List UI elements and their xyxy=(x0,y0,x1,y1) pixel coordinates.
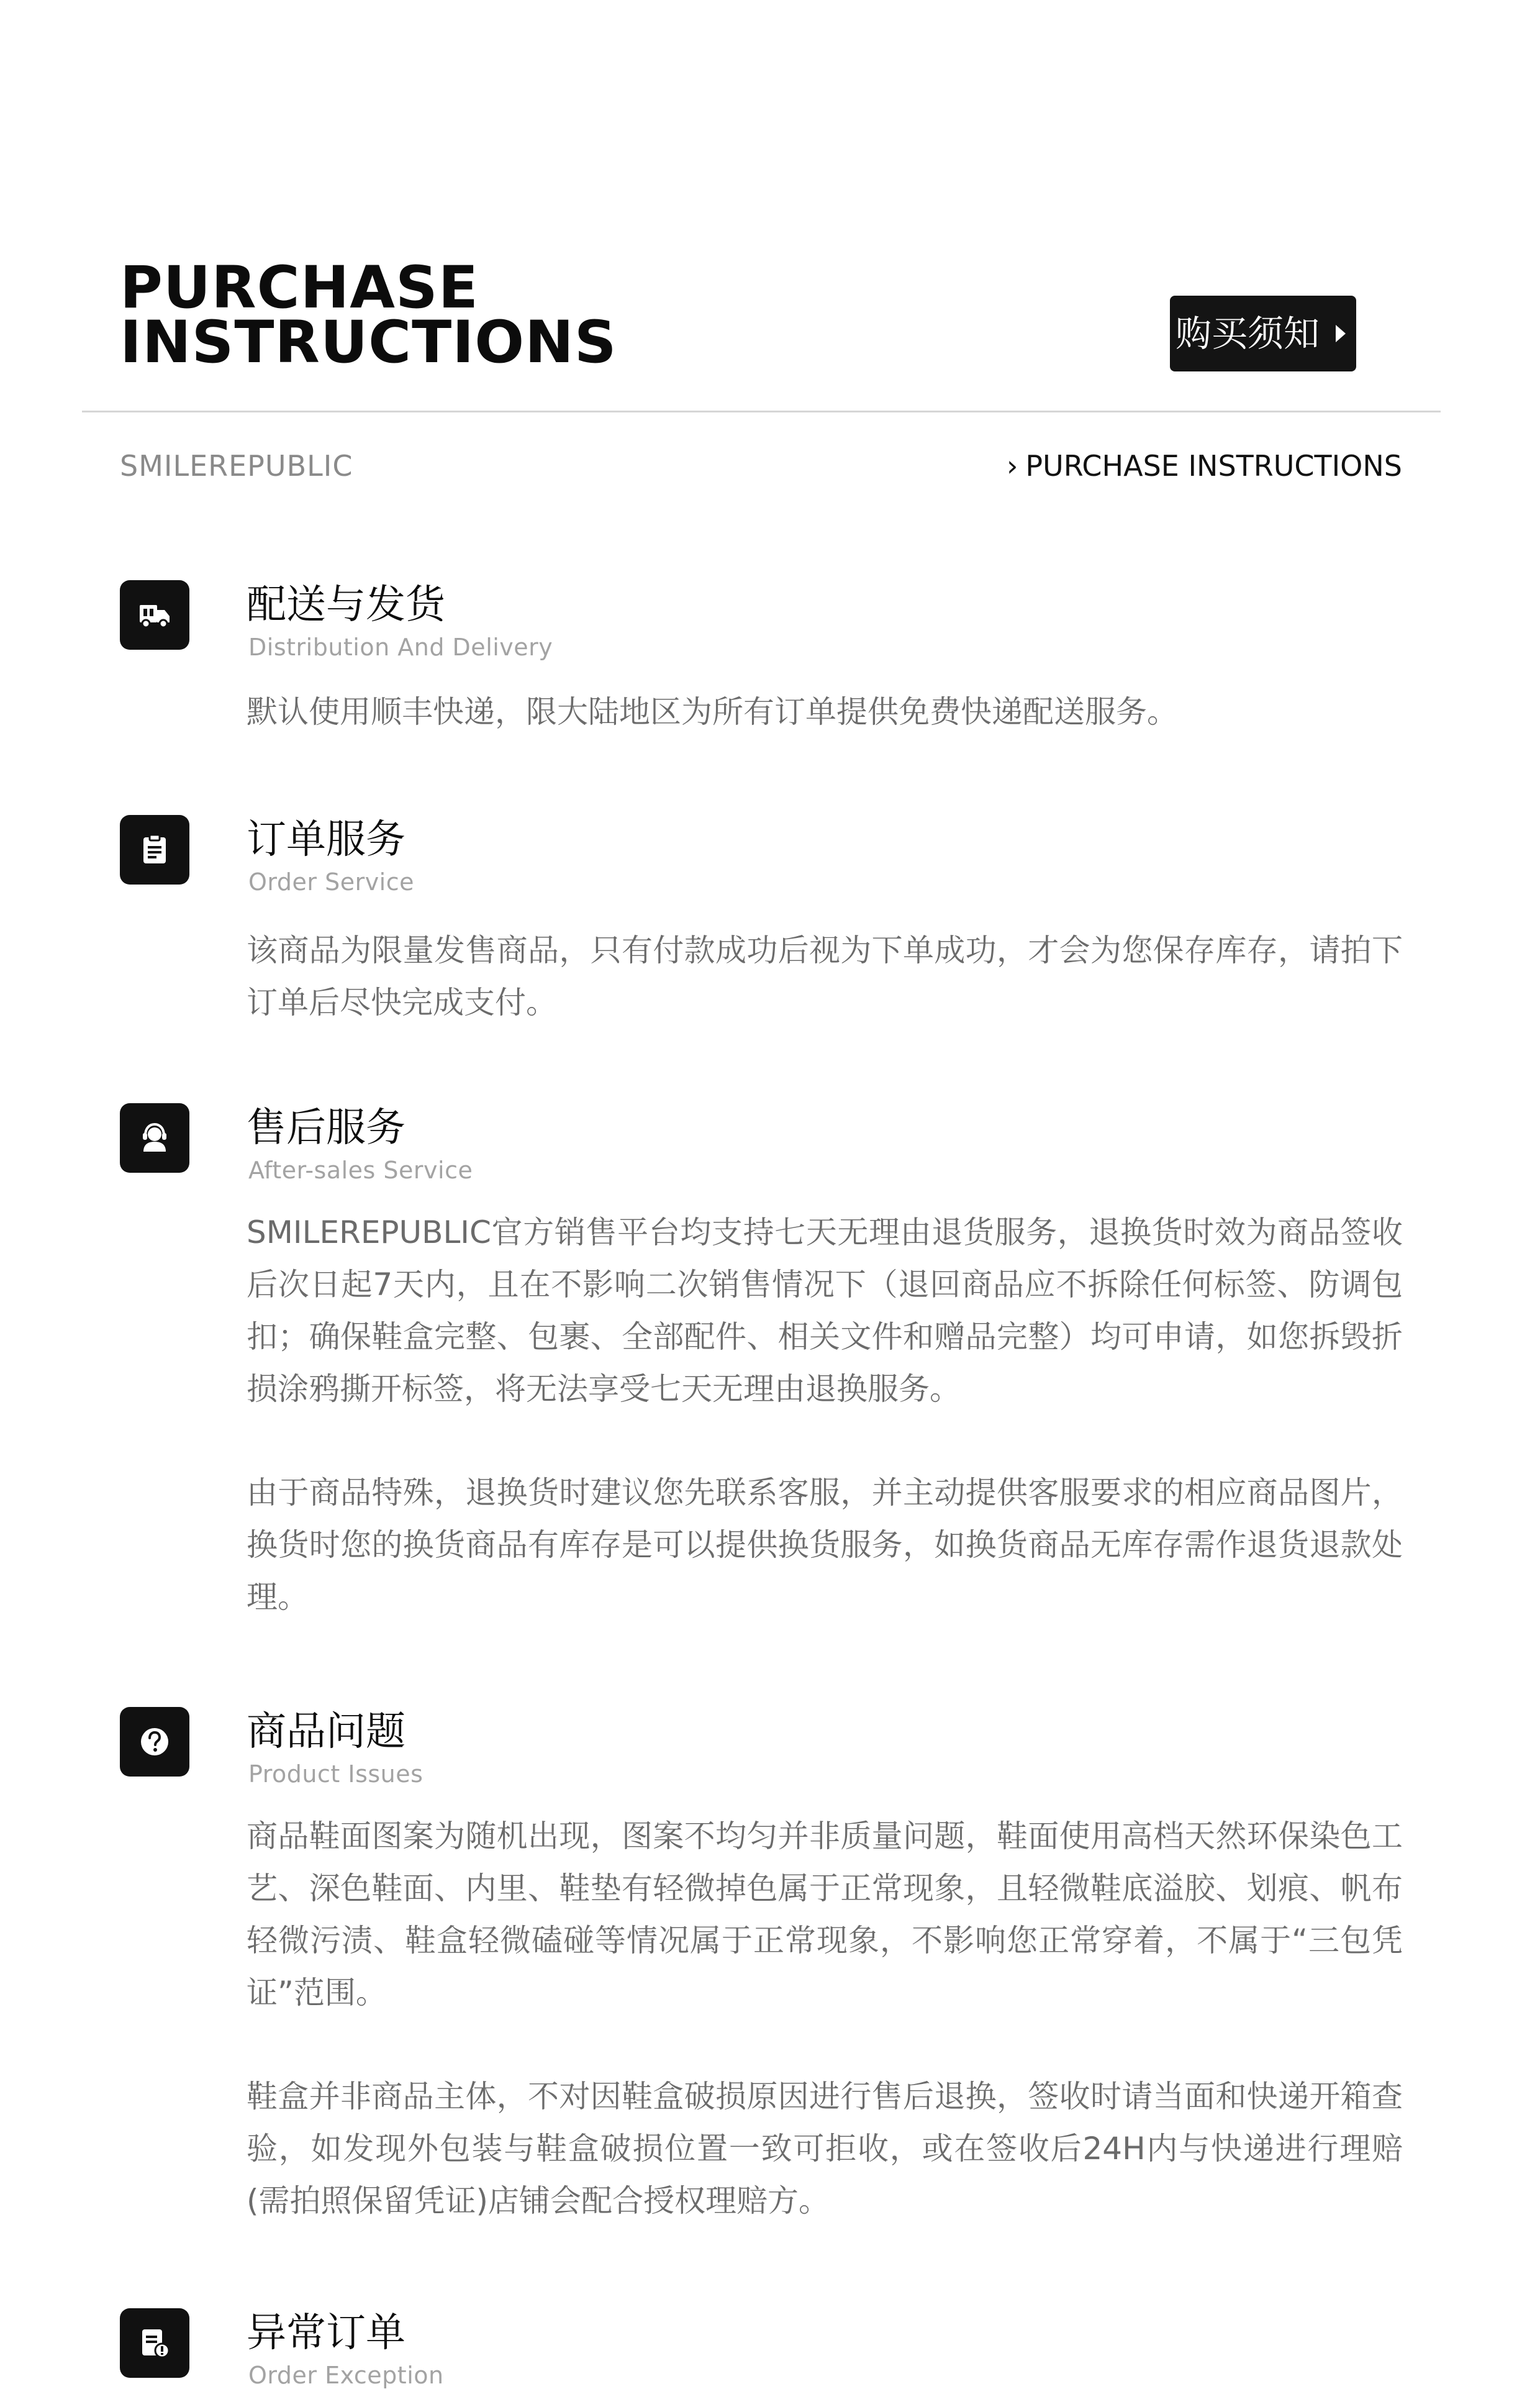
section-body xyxy=(247,924,1403,1080)
question-icon xyxy=(120,1707,189,1777)
section-paragraph: 由于商品特殊，退换货时建议您先联系客服，并主动提供客服要求的相应商品图片，换货时您的换货商品有库存是可以提供换货服务，如换货商品无库存需作退货退款处理。 xyxy=(247,1475,1403,1615)
brand-name: SMILEREPUBLIC xyxy=(120,449,353,483)
section-title: 订单服务 xyxy=(247,817,405,863)
section-subtitle: Product Issues xyxy=(248,1760,424,1788)
header-divider xyxy=(82,411,1441,412)
section-title: 售后服务 xyxy=(247,1105,405,1151)
customer-service-icon xyxy=(120,1103,189,1173)
section-paragraph: 该商品为限量发售商品，只有付款成功后视为下单成功，才会为您保存库存，请拍下订单后尽快完成支付。 xyxy=(247,932,1403,1021)
section-subtitle: Order Service xyxy=(248,868,415,896)
section-paragraph: 鞋盒并非商品主体，不对因鞋盒破损原因进行售后退换，签收时请当面和快递开箱查验，如发现外包装与鞋盒破损位置一致可拒收，或在签收后24H内与快递进行理赔(需拍照保留凭证)店铺会配合授权理赔方。 xyxy=(247,2078,1403,2219)
section-paragraph: 商品鞋面图案为随机出现，图案不均匀并非质量问题，鞋面使用高档天然环保染色工艺、深色鞋面、内里、鞋垫有轻微掉色属于正常现象，且轻微鞋底溢胶、划痕、帆布轻微污渍、鞋盒轻微磕碰等情况属于正常现象，不影响您正常穿着，不属于“三包凭证”范围。 xyxy=(247,1818,1403,2011)
badge-label: 购买须知 xyxy=(1175,312,1320,355)
section-body xyxy=(247,1206,1403,1675)
section-title: 配送与发货 xyxy=(247,582,445,628)
order-exception-icon xyxy=(120,2308,189,2378)
clipboard-icon xyxy=(120,815,189,885)
page-title xyxy=(120,254,617,376)
section-title: 商品问题 xyxy=(247,1709,405,1755)
chevron-right-icon: › xyxy=(1006,449,1018,483)
purchase-notice-badge[interactable] xyxy=(1170,296,1356,371)
title-line-1: PURCHASE xyxy=(120,254,479,322)
section-paragraph: SMILEREPUBLIC官方销售平台均支持七天无理由退货服务，退换货时效为商品签收后次日起7天内，且在不影响二次销售情况下（退回商品应不拆除任何标签、防调包扣；确保鞋盒完整、包裹、全部配件、相关文件和赠品完整）均可申请，如您拆毁折损涂鸦撕开标签，将无法享受七天无理由退换服务。 xyxy=(247,1214,1403,1407)
section-subtitle: Distribution And Delivery xyxy=(248,634,553,661)
section-body xyxy=(247,686,1403,790)
section-subtitle: After-sales Service xyxy=(248,1157,473,1184)
section-paragraph: 默认使用顺丰快递，限大陆地区为所有订单提供免费快递配送服务。 xyxy=(247,694,1178,730)
title-line-2: INSTRUCTIONS xyxy=(120,309,617,376)
section-subtitle: Order Exception xyxy=(248,2362,444,2389)
delivery-truck-icon xyxy=(120,580,189,650)
play-arrow-icon xyxy=(1336,325,1346,342)
section-title: 异常订单 xyxy=(247,2310,405,2356)
section-body xyxy=(247,1810,1403,2278)
breadcrumb-label: PURCHASE INSTRUCTIONS xyxy=(1025,449,1402,483)
breadcrumb[interactable] xyxy=(1007,447,1402,485)
